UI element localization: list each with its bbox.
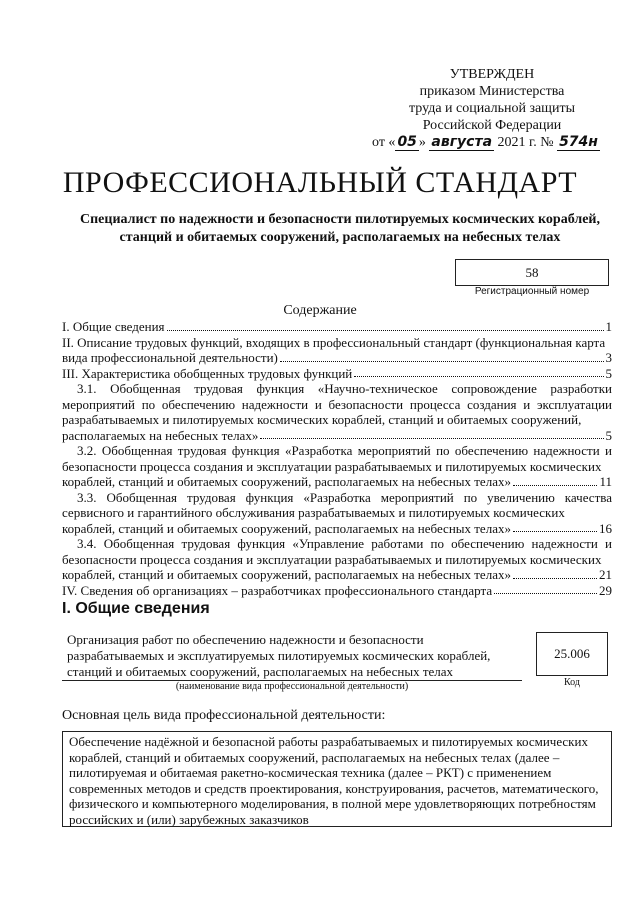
toc-item-page: 5 (605, 365, 612, 381)
approval-line: Российской Федерации (422, 118, 562, 133)
toc-item-page: 5 (605, 427, 612, 443)
activity-caption: (наименование вида профессиональной деятельности) (175, 681, 409, 692)
standard-subtitle: Специалист по надежности и безопасности пилотируемых космических кораблей, станций и обитаемых сооружений, располагаемых на небесных телах (80, 212, 600, 245)
registration-number-box: 58 (455, 259, 609, 286)
activity-name: Организация работ по обеспечению надежности и безопасности разрабатываемых и эксплуатируемых пилотируемых космических кораблей, станций и обитаемых сооружений, располагаемых на небесных телах (67, 632, 491, 679)
toc-item-text: 3.4. Обобщенная трудовая функция «Управление работами по обеспечению надежности и безопасности процесса создания и эксплуатации разрабатываемых и пилотируемых космических (62, 536, 612, 567)
activity-code-box: 25.006 (536, 632, 608, 676)
toc-item-text: 3.1. Обобщенная трудовая функция «Научно-техническое сопровождение разработки мероприятий по обеспечению надежности и безопасности процесса создания и эксплуатации разрабатываемых и пилотируемых космических кораблей, станций и обитаемых сооружений, (62, 381, 612, 427)
toc-leader (280, 361, 604, 362)
toc-item-text-end: кораблей, станций и обитаемых сооружений, располагаемых на небесных телах» (62, 520, 511, 536)
toc-item-page: 11 (599, 474, 612, 489)
toc-item-text: II. Описание трудовых функций, входящих в профессиональный стандарт (функциональная карта (62, 334, 606, 350)
toc-item-text: I. Общие сведения (62, 319, 165, 334)
toc-item-page: 29 (599, 582, 612, 598)
order-year: 2021 г. № (497, 135, 554, 150)
order-mid: » (418, 135, 426, 150)
toc-item[interactable] (62, 443, 612, 490)
toc-item-text-end: располагаемых на небесных телах» (62, 427, 259, 443)
toc-item-text: 3.2. Обобщенная трудовая функция «Разработка мероприятий по обеспечению надежности и безопасности процесса создания и эксплуатации разрабатываемых и пилотируемых космических (62, 443, 612, 474)
order-line (372, 134, 612, 151)
toc-leader (513, 578, 597, 579)
toc-item-text-end: кораблей, станций и обитаемых сооружений, располагаемых на небесных телах» (62, 474, 511, 489)
goal-text-box: Обеспечение надёжной и безопасной работы разрабатываемых и пилотируемых космических кораблей, станций и обитаемых сооружений, располагаемых на небесных телах (далее – пилотируемая и обитаемая ракетно-космическая техника (далее – РКТ) с применением современных методов и средств проектирования, конструирования, расчетов, математического, физического и компьютерного моделирования, в полной мере удовлетворяющих потребностям российских и (или) зарубежных заказчиков (62, 731, 612, 827)
toc-item[interactable] (62, 366, 612, 382)
section-title: I. Общие сведения (62, 600, 210, 617)
toc-item[interactable] (62, 490, 612, 537)
order-day: 05 (397, 134, 417, 150)
toc-leader (260, 438, 603, 439)
order-month: августа (431, 134, 493, 150)
approval-block (372, 66, 612, 151)
toc-item[interactable] (62, 319, 612, 335)
toc-leader (494, 593, 597, 594)
goal-label: Основная цель вида профессиональной деятельности: (62, 708, 386, 723)
toc-item[interactable] (62, 381, 612, 443)
order-prefix: от « (372, 135, 396, 150)
approval-line: приказом Министерства (419, 84, 565, 99)
registration-caption: Регистрационный номер (474, 286, 590, 297)
toc-leader (354, 376, 603, 377)
order-number: 574н (559, 134, 598, 150)
toc-item-page: 21 (599, 567, 612, 582)
toc-item-text: IV. Сведения об организациях – разработчиках профессионального стандарта (62, 582, 493, 598)
toc-item[interactable] (62, 536, 612, 583)
code-caption: Код (564, 677, 580, 688)
approval-line: труда и социальной защиты (409, 101, 575, 116)
table-of-contents (62, 319, 612, 598)
toc-leader (513, 485, 598, 486)
toc-leader (513, 531, 597, 532)
toc-item-page: 16 (599, 520, 612, 536)
toc-item-page: 1 (605, 319, 612, 334)
toc-item-text-end: вида профессиональной деятельности) (62, 350, 278, 365)
toc-item[interactable] (62, 335, 612, 366)
toc-heading: Содержание (283, 303, 357, 318)
toc-leader (167, 330, 604, 331)
toc-item-text: III. Характеристика обобщенных трудовых функций (62, 365, 353, 381)
toc-item-text: 3.3. Обобщенная трудовая функция «Разработка мероприятий по увеличению качества сервисного и гарантийного обслуживания разрабатываемых и пилотируемых космических (62, 489, 612, 520)
page-title: ПРОФЕССИОНАЛЬНЫЙ СТАНДАРТ (62, 166, 578, 199)
approval-title: УТВЕРЖДЕН (449, 67, 535, 82)
toc-item-text-end: кораблей, станций и обитаемых сооружений, располагаемых на небесных телах» (62, 567, 511, 582)
toc-item-page: 3 (605, 350, 612, 365)
toc-item[interactable] (62, 583, 612, 599)
